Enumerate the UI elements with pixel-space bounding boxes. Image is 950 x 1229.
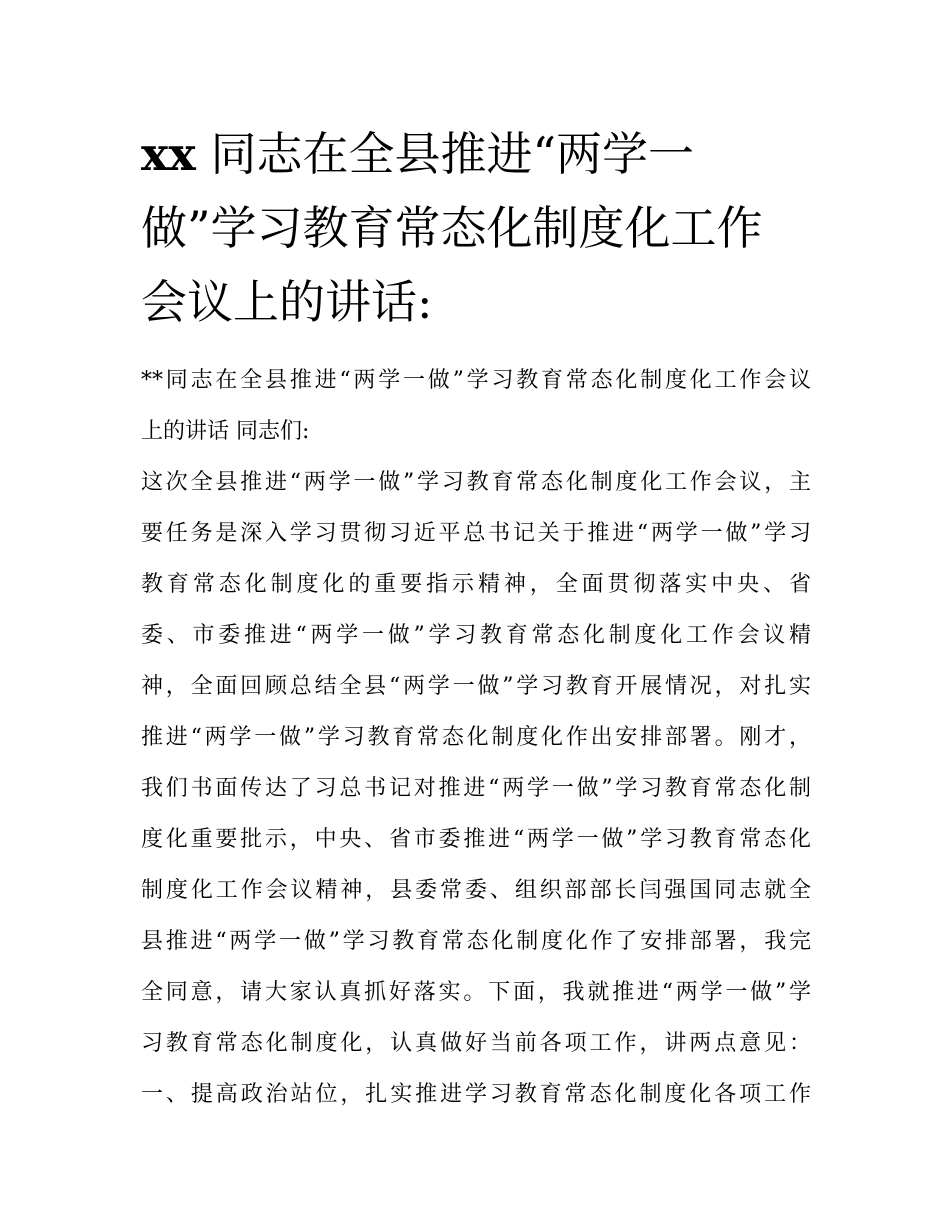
body-line-9: 我们书面传达了习总书记对推进“两学一做”学习教育常态化制 [141, 776, 811, 801]
body-line-11: 制度化工作会议精神，县委常委、组织部部长闫强国同志就全 [141, 878, 811, 903]
title-name-placeholder: xx [141, 127, 196, 181]
body-line-12: 县推进“两学一做”学习教育常态化制度化作了安排部署，我完 [141, 929, 811, 954]
body-line-4: 要任务是深入学习贯彻习近平总书记关于推进“两学一做”学习 [141, 521, 811, 546]
body-line-15: 一、提高政治站位，扎实推进学习教育常态化制度化各项工作 [141, 1082, 811, 1107]
title-line-3: 会议上的讲话: [141, 275, 433, 329]
body-line-8: 推进“两学一做”学习教育常态化制度化作出安排部署。刚才， [141, 725, 811, 750]
body-line-6: 委、市委推进“两学一做”学习教育常态化制度化工作会议精 [141, 623, 811, 648]
body-line-7: 神，全面回顾总结全县“两学一做”学习教育开展情况，对扎实 [141, 674, 811, 699]
body-line-3: 这次全县推进“两学一做”学习教育常态化制度化工作会议，主 [141, 470, 811, 495]
body-line-14: 习教育常态化制度化，认真做好当前各项工作，讲两点意见： [141, 1031, 811, 1056]
body-line-5: 教育常态化制度化的重要指示精神，全面贯彻落实中央、省 [141, 572, 811, 597]
body-line-2: 上的讲话 同志们: [141, 419, 310, 444]
title-line-1 [141, 117, 811, 191]
body-line-13: 全同意，请大家认真抓好落实。下面，我就推进“两学一做”学 [141, 980, 811, 1005]
body-line-10: 度化重要批示，中央、省市委推进“两学一做”学习教育常态化 [141, 827, 811, 852]
title-line-1-text: 同志在全县推进“两学一 [210, 127, 695, 181]
title-line-2: 做”学习教育常态化制度化工作 [141, 201, 763, 255]
body-line-1: **同志在全县推进“两学一做”学习教育常态化制度化工作会议 [141, 368, 811, 393]
document-title [141, 117, 811, 339]
document-body [141, 355, 811, 1120]
